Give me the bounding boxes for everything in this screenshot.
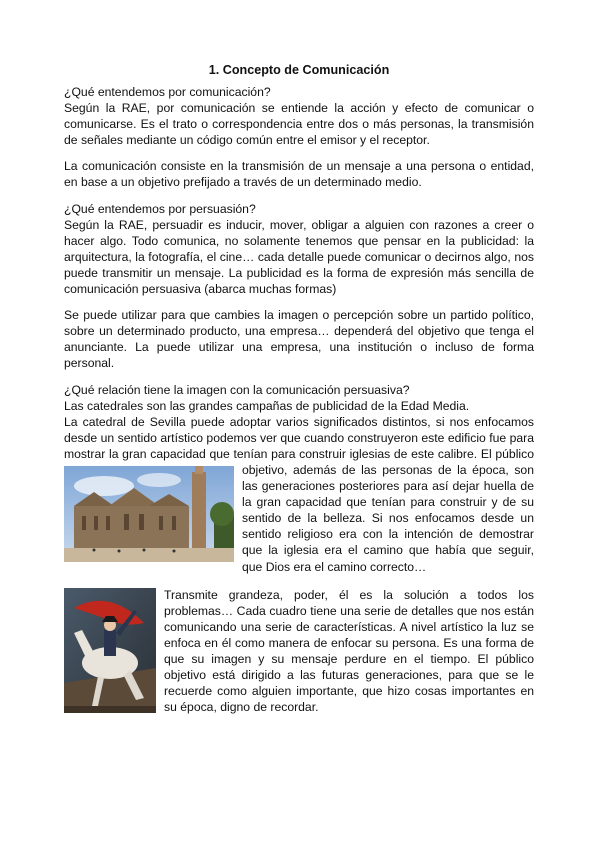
- cathedral-block: [64, 414, 534, 575]
- question-communication: ¿Qué entendemos por comunicación?: [64, 85, 271, 99]
- document-page: [64, 62, 534, 715]
- paragraph-rae-communication: Según la RAE, por comunicación se entiende la acción y efecto de comunicar o comunicarse. Es el trato o correspondencia entre dos o más personas, la transmisión de señales mediante un código común entre el emisor y el receptor.: [64, 101, 534, 148]
- paragraph-cathedrals: Las catedrales son las grandes campañas de publicidad de la Edad Media.: [64, 398, 470, 413]
- paragraph-napoleon-painting: Transmite grandeza, poder, él es la solución a todos los problemas… Cada cuadro tiene una serie de detalles que nos están comunicando una serie de características. A nivel artístico la luz se enfoca en él como manera de enfocar su persona. Es una forma de que su imagen y su mensaje perdure en el tiempo. El público objetivo está dirigido a las futuras generaciones, para que se le recuerde como alguien importante, que hizo cosas importantes en su época, digno de recordar.: [164, 587, 534, 715]
- paragraph-rae-persuasion: Según la RAE, persuadir es inducir, mover, obligar a alguien con razones a creer o hacer algo. Todo comunica, no solamente tenemos que pensar en la publicidad: la arquitectura, la fotografía, el cine… cada detalle puede comunicar o decirnos algo, nos puede transmitir un mensaje. La publicidad es la forma de expresión más sencilla de comunicación persuasiva (abarca muchas formas): [64, 217, 534, 297]
- paragraph-communication-transmission: La comunicación consiste en la transmisión de un mensaje a una persona o entidad, en base a un objetivo prefijado a través de un determinado medio.: [64, 159, 534, 190]
- paragraph-seville-cathedral: La catedral de Sevilla puede adoptar varios significados distintos, si nos enfocamos desde un sentido artístico podemos ver que cuando construyeron este edificio fue para mostrar la gran capacidad que tenían para construir iglesias de este calibre. El público objetivo, además de las personas de la época, son las generaciones posteriores para así dejar huella de la gran capacidad que tenían para construir y de su sentido de la belleza. Si nos enfocamos desde un sentido religioso era con la intención de demostrar que la iglesia era el camino que había que seguir, que Dios era el camino correcto…: [64, 414, 534, 574]
- question-image-relation: ¿Qué relación tiene la imagen con la comunicación persuasiva?: [64, 382, 410, 397]
- napoleon-painting-image: [64, 588, 156, 713]
- napoleon-block: [64, 587, 534, 716]
- seville-cathedral-image: [64, 466, 234, 562]
- paragraph-persuasion-uses: Se puede utilizar para que cambies la imagen o percepción sobre un partido político, sobre un determinado producto, una empresa… dependerá del objetivo que tenga el anunciante. La puede utilizar una empresa, una institución o incluso de forma personal.: [64, 308, 534, 371]
- page-title: 1. Concepto de Comunicación: [208, 63, 390, 77]
- question-persuasion: ¿Qué entendemos por persuasión?: [64, 201, 256, 216]
